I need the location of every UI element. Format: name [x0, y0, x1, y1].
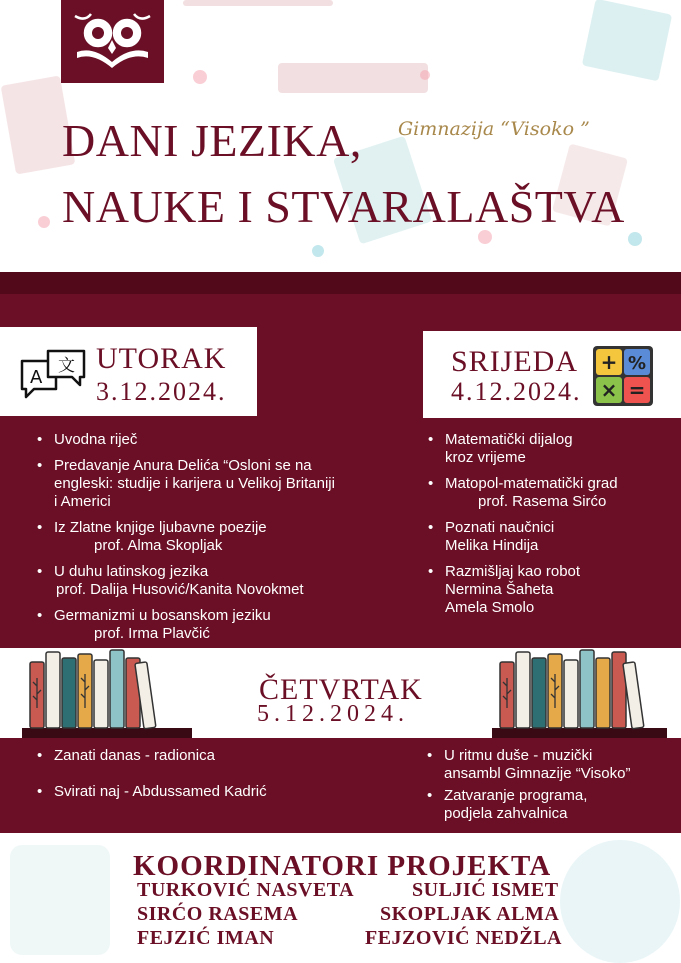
coordinator-name: FEJZOVIĆ NEDŽLA: [365, 927, 562, 949]
decor-flask: [10, 845, 110, 955]
decor-book-2: [278, 63, 428, 93]
list-item: • Zatvaranje programa, podjela zahvalnica: [427, 787, 677, 823]
coordinator-name: SULJIĆ ISMET: [412, 879, 559, 901]
translate-speech-icon: [18, 347, 90, 403]
coordinator-name: SIRĆO RASEMA: [137, 903, 299, 925]
title-line-1: DANI JEZIKA,: [62, 115, 362, 166]
tuesday-date: 3.12.2024.: [96, 377, 227, 406]
svg-text:%: %: [627, 353, 647, 374]
coordinator-name: FEJZIĆ IMAN: [137, 927, 275, 949]
list-item: • Zanati danas - radionica: [37, 747, 357, 765]
svg-text:=: =: [628, 378, 646, 402]
school-name: Gimnazija “Visoko ”: [398, 118, 590, 140]
coordinator-name: SKOPLJAK ALMA: [380, 903, 560, 925]
tuesday-header: [0, 327, 257, 416]
books-shelf-icon: [492, 648, 667, 738]
decor-dot: [38, 216, 50, 228]
list-item: • Uvodna riječ: [37, 431, 357, 449]
svg-text:文: 文: [58, 356, 75, 376]
coordinator-name: TURKOVIĆ NASVETA: [137, 879, 355, 901]
svg-text:×: ×: [600, 378, 618, 402]
decor-dot: [193, 70, 207, 84]
svg-text:A: A: [30, 367, 43, 388]
thursday-program-right: [427, 747, 677, 831]
coordinators-title: KOORDINATORI PROJEKTA: [133, 850, 552, 882]
list-item: • Razmišljaj kao robot Nermina Šaheta Amela Smolo: [428, 563, 673, 617]
tuesday-name: UTORAK: [96, 342, 227, 375]
list-item: • Predavanje Anura Delića “Osloni se na engleski: studije i karijera u Velikoj Britaniji i Americi: [37, 457, 337, 511]
tuesday-program: [37, 431, 357, 651]
decor-book-3: [183, 0, 333, 6]
list-item: • Matopol-matematički grad prof. Rasema Sirćo: [428, 475, 673, 511]
decor-dot: [420, 70, 430, 80]
calculator-icon: [592, 345, 654, 407]
list-item: • Svirati naj - Abdussamed Kadrić: [37, 783, 357, 801]
list-item: • Matematički dijalog kroz vrijeme: [428, 431, 673, 467]
thursday-date: 5.12.2024.: [257, 701, 409, 727]
wednesday-program: [428, 431, 673, 625]
decor-globe: [560, 840, 680, 963]
title-line-2: NAUKE I STVARALAŠTVA: [62, 181, 625, 232]
list-item: • Germanizmi u bosanskom jeziku prof. Irma Plavčić: [37, 607, 357, 643]
school-logo: [61, 0, 164, 83]
svg-text:+: +: [600, 350, 618, 374]
wednesday-header: [423, 331, 681, 418]
list-item: • Poznati naučnici Melika Hindija: [428, 519, 673, 555]
owl-book-icon: [61, 0, 164, 83]
thursday-program-left: [37, 747, 357, 809]
thursday-name: ČETVRTAK: [259, 673, 423, 706]
wednesday-date: 4.12.2024.: [451, 377, 582, 406]
list-item: • U duhu latinskog jezika prof. Dalija Husović/Kanita Novokmet: [37, 563, 357, 599]
decor-book-1: [582, 0, 672, 81]
decor-dot: [312, 245, 324, 257]
books-shelf-icon: [22, 648, 192, 738]
list-item: • U ritmu duše - muzički ansambl Gimnazije “Visoko”: [427, 747, 677, 783]
list-item: • Iz Zlatne knjige ljubavne poezije prof. Alma Skopljak: [37, 519, 357, 555]
wednesday-name: SRIJEDA: [451, 345, 579, 378]
